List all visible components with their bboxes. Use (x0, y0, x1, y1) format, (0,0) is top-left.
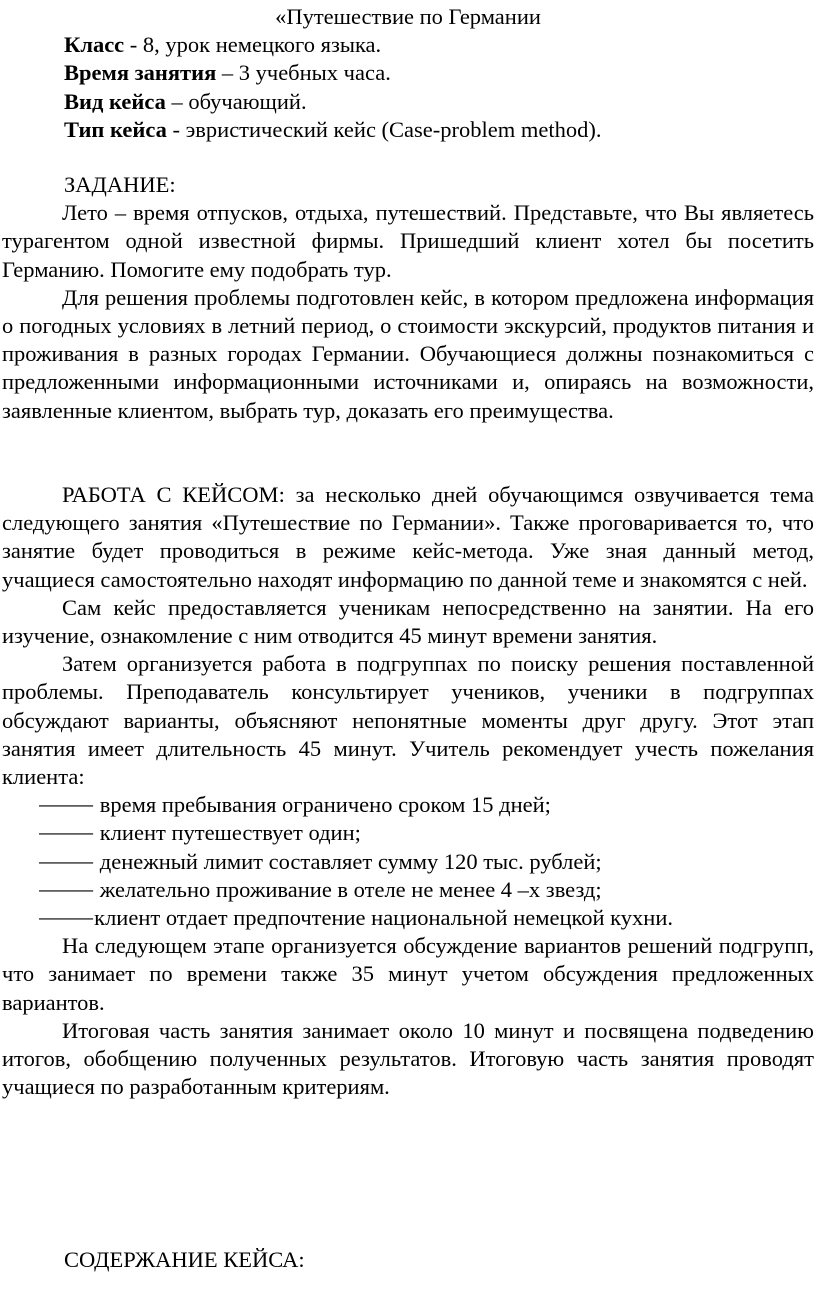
document-header (2, 3, 814, 144)
meta-separator: – (216, 60, 239, 86)
work-paragraph: Сам кейс предоставляется ученикам непосредственно на занятии. На его изучение, ознакомление с ним отводится 45 минут времени занятия. (2, 594, 814, 649)
meta-value: обучающий. (188, 88, 307, 114)
content-heading: СОДЕРЖАНИЕ КЕЙСА: (64, 1247, 305, 1272)
meta-value: 3 учебных часа. (238, 60, 391, 86)
meta-class (2, 31, 814, 59)
task-paragraph: Лето – время отпусков, отдыха, путешествий. Представьте, что Вы являетесь турагентом одной известной фирмы. Пришедший клиент хотел бы посетить Германию. Помогите ему подобрать тур. (2, 200, 814, 282)
meta-separator: - (124, 32, 143, 58)
meta-separator: – (165, 88, 189, 114)
client-wish-item: ⸻ клиент путешествует один; (38, 820, 361, 846)
meta-separator: - (166, 116, 186, 142)
client-wish-item: ⸻ время пребывания ограничено сроком 15 дней; (38, 792, 551, 818)
task-heading: ЗАДАНИЕ: (64, 172, 176, 197)
meta-label: Вид кейса (64, 88, 166, 114)
client-wish-item: ⸻клиент отдает предпочтение национальной немецкой кухни. (38, 905, 674, 931)
client-wish-item: ⸻ желательно проживание в отеле не менее 4 –х звезд; (38, 876, 602, 902)
meta-case-kind (2, 88, 814, 116)
final-paragraph: Итоговая часть занятия занимает около 10 минут и посвящена подведению итогов, обобщению полученных результатов. Итоговую часть занятия проводят учащиеся по разработанным критериям. (2, 1017, 814, 1100)
work-paragraph: Затем организуется работа в подгруппах по поиску решения поставленной проблемы. Преподаватель консультирует учеников, ученики в подгруппах обсуждают варианты, объясняют непонятные моменты друг другу. Этот этап занятия имеет длительность 45 минут. Учитель рекомендует учесть пожелания клиента: (2, 651, 814, 790)
meta-value: 8, урок немецкого языка. (142, 32, 382, 58)
meta-label: Тип кейса (64, 116, 167, 142)
task-paragraph: Для решения проблемы подготовлен кейс, в котором предложена информация о погодных условиях в летний период, о стоимости экскурсий, продуктов питания и проживания в разных городах Германии. Обучающиеся должны познакомиться с предложенными информационными источниками и, опираясь на возможности, заявленные клиентом, выбрать тур, доказать его преимущества. (2, 284, 814, 423)
meta-label: Время занятия (64, 60, 217, 86)
work-section (2, 481, 814, 1101)
task-section (2, 171, 814, 425)
meta-label: Класс (64, 32, 125, 58)
final-paragraph: На следующем этапе организуется обсуждение вариантов решений подгрупп, что занимает по времени также 35 минут учетом обсуждения предложенных вариантов. (2, 933, 814, 1015)
content-section (2, 1246, 814, 1274)
document-title: «Путешествие по Германии (275, 4, 541, 29)
client-wish-item: ⸻ денежный лимит составляет сумму 120 тыс. рублей; (38, 848, 602, 874)
meta-value: эвристический кейс (Case-problem method). (185, 116, 602, 142)
work-paragraph: РАБОТА С КЕЙСОМ: за несколько дней обучающимся озвучивается тема следующего занятия «Путешествие по Германии». Также проговаривается то, что занятие будет проводиться в режиме кейс-метода. Уже зная данный метод, учащиеся самостоятельно находят информацию по данной теме и знакомятся с ней. (2, 482, 814, 592)
meta-case-type (2, 116, 814, 144)
meta-duration (2, 59, 814, 87)
